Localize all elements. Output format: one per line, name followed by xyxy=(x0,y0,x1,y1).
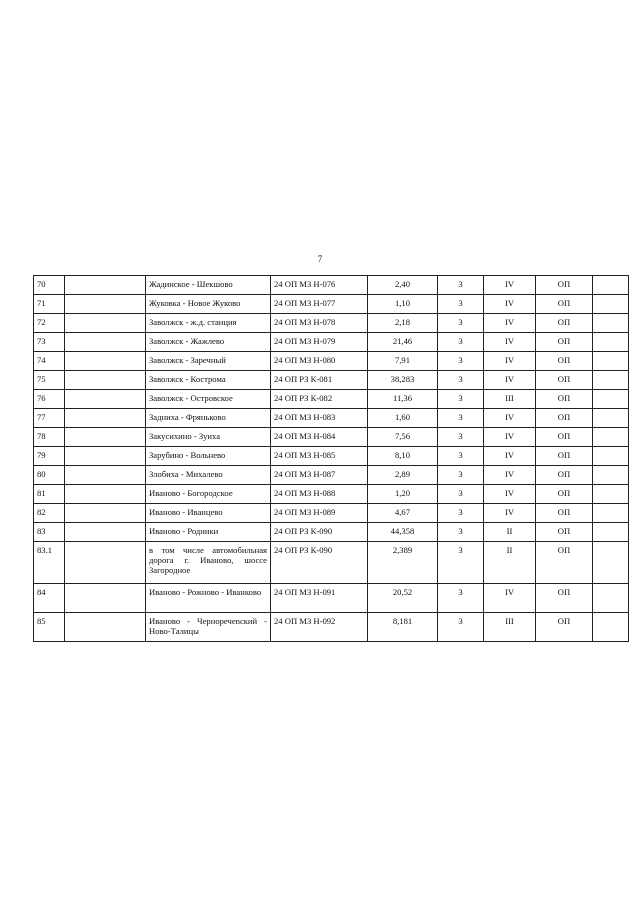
road-category: 3 xyxy=(438,314,484,333)
road-name: Заволжск - Заречный xyxy=(146,352,271,371)
road-class: IV xyxy=(484,371,536,390)
road-class: IV xyxy=(484,352,536,371)
note-cell xyxy=(593,371,629,390)
road-name: Иваново - Богородское xyxy=(146,485,271,504)
road-category: 3 xyxy=(438,428,484,447)
table-row xyxy=(34,584,629,613)
road-name: Закусихино - Зуиха xyxy=(146,428,271,447)
road-length: 1,20 xyxy=(368,485,438,504)
note-cell xyxy=(593,504,629,523)
road-id: 24 ОП РЗ К-090 xyxy=(271,542,368,584)
note-cell xyxy=(593,485,629,504)
road-length: 7,56 xyxy=(368,428,438,447)
extra-cell xyxy=(65,352,146,371)
row-number: 83 xyxy=(34,523,65,542)
row-number: 78 xyxy=(34,428,65,447)
row-number: 81 xyxy=(34,485,65,504)
table-row xyxy=(34,485,629,504)
note-cell xyxy=(593,466,629,485)
road-name: Заволжск - Островское xyxy=(146,390,271,409)
road-length: 2,40 xyxy=(368,276,438,295)
extra-cell xyxy=(65,584,146,613)
table-row xyxy=(34,523,629,542)
extra-cell xyxy=(65,276,146,295)
table-row xyxy=(34,295,629,314)
road-type: ОП xyxy=(536,390,593,409)
table-row xyxy=(34,333,629,352)
row-number: 73 xyxy=(34,333,65,352)
row-number: 75 xyxy=(34,371,65,390)
road-class: IV xyxy=(484,409,536,428)
extra-cell xyxy=(65,390,146,409)
road-name: Заволжск - ж.д. станция xyxy=(146,314,271,333)
road-name: Жуковка - Новое Жуково xyxy=(146,295,271,314)
road-category: 3 xyxy=(438,613,484,642)
road-length: 1,10 xyxy=(368,295,438,314)
road-type: ОП xyxy=(536,295,593,314)
road-class: IV xyxy=(484,447,536,466)
road-name: в том числе автомобильная дорога г. Иваново, шоссе Загородное xyxy=(146,542,271,584)
road-class: III xyxy=(484,613,536,642)
row-number: 82 xyxy=(34,504,65,523)
road-name: Иваново - Родники xyxy=(146,523,271,542)
road-id: 24 ОП РЗ К-090 xyxy=(271,523,368,542)
extra-cell xyxy=(65,428,146,447)
road-name: Иваново - Черноречenский - Ново-Талицы xyxy=(146,613,271,642)
road-class: IV xyxy=(484,485,536,504)
table-row xyxy=(34,428,629,447)
road-id: 24 ОП МЗ Н-083 xyxy=(271,409,368,428)
road-id: 24 ОП МЗ Н-078 xyxy=(271,314,368,333)
road-id: 24 ОП МЗ Н-092 xyxy=(271,613,368,642)
road-type: ОП xyxy=(536,371,593,390)
road-length: 11,36 xyxy=(368,390,438,409)
row-number: 79 xyxy=(34,447,65,466)
table-row xyxy=(34,314,629,333)
road-class: IV xyxy=(484,428,536,447)
road-length: 2,89 xyxy=(368,466,438,485)
row-number: 74 xyxy=(34,352,65,371)
note-cell xyxy=(593,333,629,352)
road-category: 3 xyxy=(438,504,484,523)
road-category: 3 xyxy=(438,466,484,485)
roads-table xyxy=(33,275,629,642)
table-row xyxy=(34,447,629,466)
road-id: 24 ОП МЗ Н-091 xyxy=(271,584,368,613)
road-id: 24 ОП МЗ Н-084 xyxy=(271,428,368,447)
road-category: 3 xyxy=(438,276,484,295)
page-number: 7 xyxy=(317,254,323,264)
table-row xyxy=(34,352,629,371)
road-id: 24 ОП МЗ Н-085 xyxy=(271,447,368,466)
road-category: 3 xyxy=(438,584,484,613)
note-cell xyxy=(593,584,629,613)
road-category: 3 xyxy=(438,409,484,428)
road-category: 3 xyxy=(438,447,484,466)
road-length: 21,46 xyxy=(368,333,438,352)
road-name: Иваново - Иванцево xyxy=(146,504,271,523)
note-cell xyxy=(593,523,629,542)
road-id: 24 ОП МЗ Н-088 xyxy=(271,485,368,504)
note-cell xyxy=(593,542,629,584)
road-category: 3 xyxy=(438,333,484,352)
extra-cell xyxy=(65,523,146,542)
road-type: ОП xyxy=(536,466,593,485)
road-name: Зарубино - Вольнево xyxy=(146,447,271,466)
extra-cell xyxy=(65,542,146,584)
road-type: ОП xyxy=(536,314,593,333)
road-name: Злобиха - Михалево xyxy=(146,466,271,485)
road-category: 3 xyxy=(438,371,484,390)
road-name: Заволжск - Кострома xyxy=(146,371,271,390)
road-id: 24 ОП РЗ К-082 xyxy=(271,390,368,409)
road-class: III xyxy=(484,390,536,409)
road-category: 3 xyxy=(438,542,484,584)
extra-cell xyxy=(65,295,146,314)
row-number: 85 xyxy=(34,613,65,642)
road-name: Заволжск - Жажлево xyxy=(146,333,271,352)
road-name: Задниха - Фряньково xyxy=(146,409,271,428)
road-class: IV xyxy=(484,584,536,613)
note-cell xyxy=(593,314,629,333)
road-name: Жадинское - Шекшово xyxy=(146,276,271,295)
road-class: IV xyxy=(484,333,536,352)
road-class: II xyxy=(484,523,536,542)
road-class: II xyxy=(484,542,536,584)
road-type: ОП xyxy=(536,504,593,523)
road-type: ОП xyxy=(536,485,593,504)
road-length: 20,52 xyxy=(368,584,438,613)
road-category: 3 xyxy=(438,523,484,542)
note-cell xyxy=(593,613,629,642)
road-category: 3 xyxy=(438,295,484,314)
row-number: 76 xyxy=(34,390,65,409)
extra-cell xyxy=(65,447,146,466)
table-row xyxy=(34,542,629,584)
road-id: 24 ОП МЗ Н-080 xyxy=(271,352,368,371)
table-row xyxy=(34,409,629,428)
road-type: ОП xyxy=(536,409,593,428)
extra-cell xyxy=(65,485,146,504)
road-class: IV xyxy=(484,276,536,295)
extra-cell xyxy=(65,314,146,333)
road-id: 24 ОП МЗ Н-089 xyxy=(271,504,368,523)
road-length: 2,18 xyxy=(368,314,438,333)
table-row xyxy=(34,613,629,642)
road-type: ОП xyxy=(536,613,593,642)
road-length: 38,283 xyxy=(368,371,438,390)
row-number: 70 xyxy=(34,276,65,295)
row-number: 80 xyxy=(34,466,65,485)
table-row xyxy=(34,504,629,523)
road-type: ОП xyxy=(536,428,593,447)
table-row xyxy=(34,276,629,295)
note-cell xyxy=(593,352,629,371)
table-row xyxy=(34,466,629,485)
road-id: 24 ОП РЗ К-081 xyxy=(271,371,368,390)
road-class: IV xyxy=(484,314,536,333)
road-id: 24 ОП МЗ Н-079 xyxy=(271,333,368,352)
extra-cell xyxy=(65,333,146,352)
road-length: 44,358 xyxy=(368,523,438,542)
note-cell xyxy=(593,428,629,447)
road-name: Иваново - Рожново - Иванково xyxy=(146,584,271,613)
road-class: IV xyxy=(484,466,536,485)
road-length: 2,389 xyxy=(368,542,438,584)
row-number: 84 xyxy=(34,584,65,613)
note-cell xyxy=(593,447,629,466)
extra-cell xyxy=(65,504,146,523)
road-category: 3 xyxy=(438,352,484,371)
extra-cell xyxy=(65,466,146,485)
road-class: IV xyxy=(484,504,536,523)
road-category: 3 xyxy=(438,485,484,504)
road-id: 24 ОП МЗ Н-087 xyxy=(271,466,368,485)
extra-cell xyxy=(65,371,146,390)
note-cell xyxy=(593,276,629,295)
road-length: 8,10 xyxy=(368,447,438,466)
road-type: ОП xyxy=(536,542,593,584)
road-type: ОП xyxy=(536,523,593,542)
road-type: ОП xyxy=(536,333,593,352)
road-category: 3 xyxy=(438,390,484,409)
road-length: 4,67 xyxy=(368,504,438,523)
road-type: ОП xyxy=(536,584,593,613)
road-length: 7,91 xyxy=(368,352,438,371)
road-type: ОП xyxy=(536,447,593,466)
note-cell xyxy=(593,295,629,314)
note-cell xyxy=(593,390,629,409)
road-class: IV xyxy=(484,295,536,314)
road-id: 24 ОП МЗ Н-076 xyxy=(271,276,368,295)
road-type: ОП xyxy=(536,352,593,371)
row-number: 77 xyxy=(34,409,65,428)
extra-cell xyxy=(65,409,146,428)
road-id: 24 ОП МЗ Н-077 xyxy=(271,295,368,314)
row-number: 72 xyxy=(34,314,65,333)
row-number: 71 xyxy=(34,295,65,314)
road-length: 8,181 xyxy=(368,613,438,642)
road-type: ОП xyxy=(536,276,593,295)
note-cell xyxy=(593,409,629,428)
road-length: 1,60 xyxy=(368,409,438,428)
extra-cell xyxy=(65,613,146,642)
table-row xyxy=(34,390,629,409)
row-number: 83.1 xyxy=(34,542,65,584)
table-row xyxy=(34,371,629,390)
